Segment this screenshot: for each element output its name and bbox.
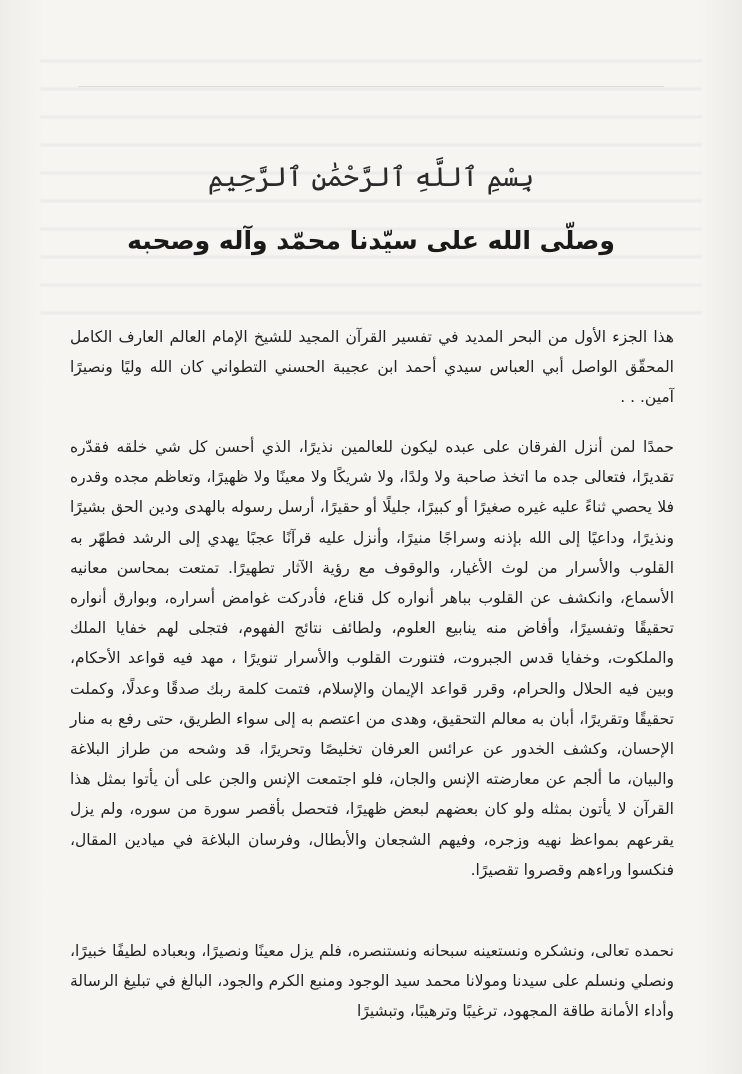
paragraph-text: حمدًا لمن أنزل الفرقان على عبده ليكون للعالمين نذيرًا، الذي أحسن كل شي خلقه فقدّره تقديرًا، فتعالى جده ما اتخذ صاحبة ولا ولدًا، ولا شريكًا ولا معينًا ولا ظهيرًا، وتعاظم مجده وقدره فلا يحصي ثناءً عليه غيره صغيرًا أو كبيرًا، جليلًا أو حقيرًا، أرسل رسوله بالهدى ودين الحق بشيرًا ونذيرًا، وداعيًا إلى الله بإذنه وسراجًا منيرًا، وأنزل عليه قرآنًا عجبًا يهدي إلى الرشد فطهّر به القلوب والأسرار من لوث الأغيار، والوقوف مع رؤية الآثار تطهيرًا. تمتعت بمحاسن معانيه الأسماع، وانكشف عن القلوب بباهر أنواره كل قناع، فأدركت غوامض أسراره، وبوارق أنواره تحقيقًا وتفسيرًا، وأفاض منه ينابيع العلوم، ولطائف نتائج الفهوم، فتجلى لهم خفايا الملك والملكوت، وخفايا قدس الجبروت، فتنورت القلوب والأسرار تنويرًا ، مهد فيه قواعد الأحكام، وبين فيه الحلال والحرام، وقرر قواعد الإيمان والإسلام، فتمت كلمة ربك صدقًا وعدلًا، وكملت تحقيقًا وتقريرًا، أبان به معالم التحقيق، وهدى من اعتصم به إلى سواء الطريق، حتى رفع به منار الإحسان، وكشف الخدور عن عرائس العرفان تخليصًا وتحريرًا، قد وشحه من طراز البلاغة والبيان، ما ألجم عن معارضته الإنس والجان، فلو اجتمعت الإنس والجن على أن يأتوا بمثل هذا القرآن لا يأتون بمثله ولو كان بعضهم لبعض ظهيرًا، فتحصل بأقصر سورة من سوره، ولم يزل يقرعهم بمواعظ نهيه وزجره، وفيهم الشجعان والأبطال، وفرسان البلاغة في ميادين المقال، فنكسوا وراءهم وقصروا تقصيرًا. <box>70 438 674 879</box>
show-through-text <box>40 60 702 340</box>
paragraph-text: هذا الجزء الأول من البحر المديد في تفسير القرآن المجيد للشيخ الإمام العالم العارف الكامل المحقّق الواصل أبي العباس سيدي أحمد ابن عجيبة الحسني التطواني كان الله وليًا ونصيرًا آمين. . . <box>70 328 674 407</box>
show-through-rule <box>78 86 664 87</box>
basmala-heading: بِسْمِ ٱللَّهِ ٱلرَّحْمَٰنِ ٱلرَّحِيمِ <box>207 162 535 193</box>
intro-paragraph <box>70 322 674 413</box>
praise-paragraph <box>70 432 674 885</box>
closing-paragraph <box>70 936 674 1027</box>
salutation-heading: وصلّى الله على سيّدنا محمّد وآله وصحبه <box>127 226 615 255</box>
paragraph-text: نحمده تعالى، ونشكره ونستعينه سبحانه ونستنصره، فلم يزل معينًا ونصيرًا، وبعباده لطيفًا خبيرًا، ونصلي ونسلم على سيدنا ومولانا محمد سيد الوجود ومنبع الكرم والجود، البالغ في تبليغ الرسالة وأداء الأمانة طاقة المجهود، ترغيبًا وترهيبًا، وتبشيرًا <box>70 942 674 1021</box>
